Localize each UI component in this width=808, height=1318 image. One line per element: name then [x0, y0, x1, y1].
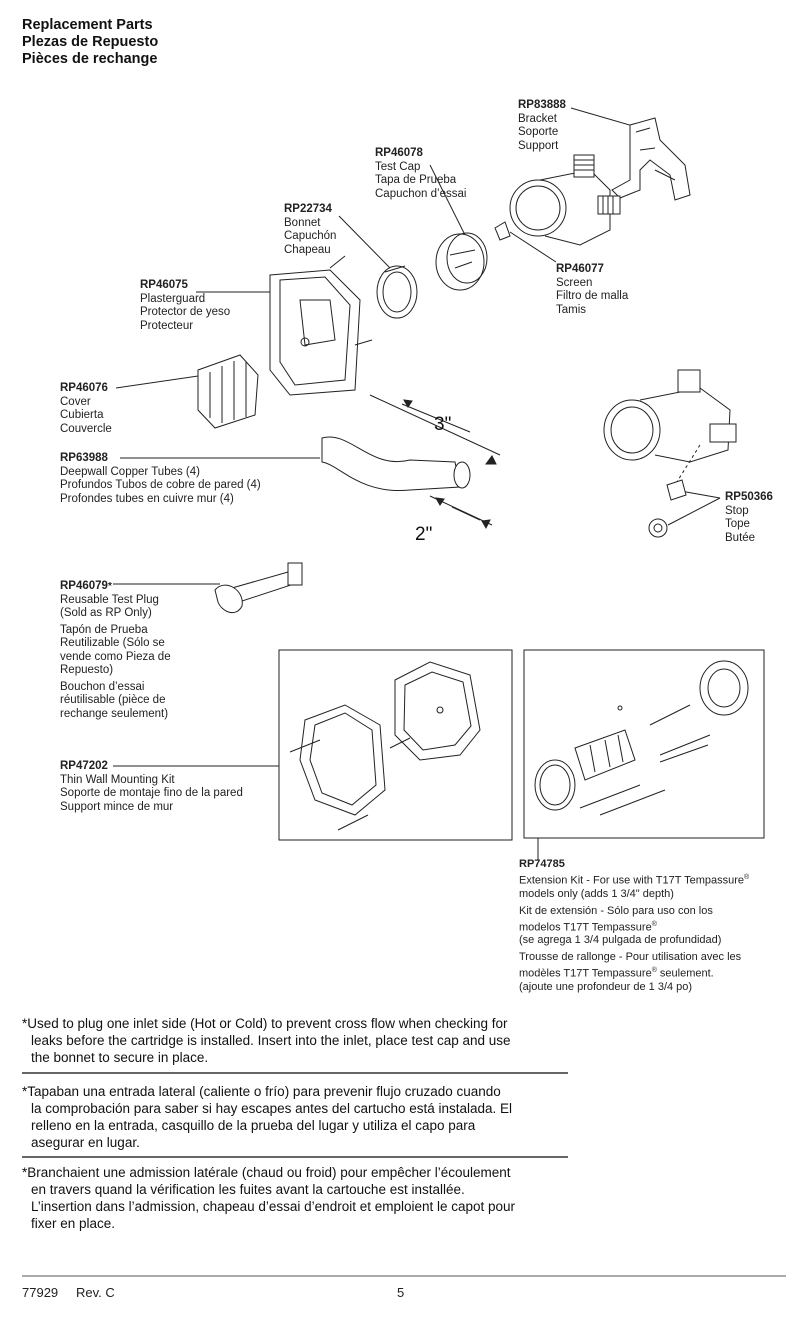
part-code: RP74785: [519, 858, 565, 870]
part-name-fr: Tamis: [556, 303, 587, 316]
registered-mark: ®: [651, 967, 657, 975]
part-name-fr-1: Trousse de rallonge - Pour utilisation avec les: [519, 951, 742, 964]
part-name-fr-2a: modèles T17T Tempassure: [519, 967, 652, 980]
part-name-es-4: Repuesto): [60, 664, 114, 676]
label-rp46079: [60, 580, 171, 721]
extension-kit-box: [524, 650, 764, 838]
footnote-line-2: leaks before the cartridge is installed. Insert into the inlet, place test cap and use: [31, 1033, 511, 1048]
footnote-line-1: Tapaban una entrada lateral (caliente o frío) para prevenir flujo cruzado cuando: [27, 1084, 501, 1099]
part-name-es: Filtro de malla: [556, 290, 629, 302]
part-name-en-2: models only (adds 1 3/4" depth): [519, 887, 674, 900]
footnote-french: [22, 1164, 577, 1232]
part-code: RP50366: [725, 491, 773, 503]
footnote-line-4: asegurar en lugar.: [31, 1135, 140, 1150]
part-name-fr: Support mince de mur: [60, 800, 174, 813]
part-name-es: Profundos Tubos de cobre de pared (4): [60, 479, 261, 491]
document-number: 77929: [22, 1285, 59, 1300]
part-name-es: Cubierta: [60, 409, 104, 421]
footnote-asterisk: *: [22, 1084, 28, 1099]
part-name-es-3: (se agrega 1 3/4 pulgada de profundidad): [519, 934, 722, 947]
part-name-es-2: modelos T17T Tempassure: [519, 921, 652, 934]
part-code: RP46078: [375, 147, 423, 159]
label-rp46077: [556, 263, 628, 317]
part-code: RP22734: [284, 203, 332, 215]
footnote-line-3: L’insertion dans l’admission, chapeau d’essai d’endroit et emploient le capot pour: [31, 1199, 516, 1214]
part-name-es: Tope: [725, 518, 750, 530]
part-name-en: Cover: [60, 395, 91, 408]
revision: Rev. C: [76, 1285, 115, 1300]
part-name-es: Tapa de Prueba: [375, 174, 457, 186]
test-plug-drawing: [215, 563, 302, 613]
part-name-es-1: Kit de extensión - Sólo para uso con los: [519, 904, 713, 917]
footnote-english: [22, 1015, 577, 1066]
page-number: 5: [397, 1285, 405, 1300]
label-rp63988: [60, 452, 261, 506]
label-rp47202: [60, 760, 243, 814]
title-english: Replacement Parts: [22, 17, 153, 33]
part-name-es: Protector de yeso: [140, 306, 231, 318]
footnote-line-3: relleno en la entrada, casquillo de la prueba del lugar y utiliza el capo para: [31, 1118, 476, 1133]
part-name-fr: Capuchon d’essai: [375, 187, 467, 200]
part-code: RP46076: [60, 382, 108, 394]
part-name-es-2: Reutilizable (Sólo se: [60, 637, 165, 649]
part-name-en: Bonnet: [284, 216, 321, 229]
title-spanish: Plezas de Repuesto: [22, 34, 159, 50]
footnote-asterisk: *: [22, 1165, 28, 1180]
part-code: RP83888: [518, 99, 566, 111]
dimension-2in: 2": [415, 524, 433, 545]
label-rp22734: [284, 203, 336, 257]
part-name-es-3: vende como Pieza de: [60, 650, 171, 663]
label-rp50366: [725, 491, 773, 545]
footnote-line-1: Branchaient une admission latérale (chaud ou froid) pour empêcher l’écoulement: [27, 1165, 511, 1180]
part-name-es: Soporte de montaje fino de la pared: [60, 787, 243, 799]
label-rp46078: [375, 147, 466, 201]
part-name-en-1: Reusable Test Plug: [60, 593, 159, 606]
footnote-line-1: Used to plug one inlet side (Hot or Cold) to prevent cross flow when checking for: [27, 1016, 508, 1031]
footnote-line-2: en travers quand la vérification les fuites avant la cartouche est installée.: [31, 1182, 465, 1197]
dimension-3in: 3": [434, 414, 452, 435]
valve-body-drawing: [510, 155, 620, 245]
part-name-en: Plasterguard: [140, 292, 206, 305]
footnote-line-2: la comprobación para saber si hay escapes antes del cartucho está instalada. El: [31, 1101, 513, 1116]
part-code: RP46075: [140, 279, 188, 291]
test-cap-drawing: [436, 233, 487, 290]
registered-mark: ®: [651, 920, 657, 928]
part-code: RP63988: [60, 452, 108, 464]
leader-rp22734: [339, 216, 392, 270]
part-name-fr-3: (ajoute une profondeur de 1 3/4 po): [519, 980, 693, 993]
part-name-en-1: Extension Kit - For use with T17T Tempassure: [519, 874, 744, 887]
part-name-fr-2: réutilisable (pièce de: [60, 694, 166, 706]
screen-drawing: [495, 222, 510, 240]
label-rp46076: [60, 382, 112, 436]
part-name-fr: Protecteur: [140, 319, 194, 332]
asterisk-mark: *: [107, 581, 112, 592]
footnote-line-4: fixer en place.: [31, 1216, 116, 1231]
footnote-line-3: the bonnet to secure in place.: [31, 1050, 209, 1065]
label-rp46075: [140, 279, 230, 333]
leader-rp46077: [510, 232, 556, 262]
part-name-fr-3: rechange seulement): [60, 707, 169, 720]
label-rp74785: [519, 858, 749, 994]
part-name-fr: Chapeau: [284, 243, 331, 256]
copper-tube-drawing: [322, 395, 500, 528]
part-name-en: Bracket: [518, 112, 557, 125]
part-name-fr: Profondes tubes en cuivre mur (4): [60, 492, 234, 505]
part-name-es-1: Tapón de Prueba: [60, 623, 148, 636]
leader-rp46076: [116, 375, 205, 388]
label-rp83888: [518, 99, 566, 153]
registered-mark: ®: [744, 874, 750, 881]
part-name-fr-1: Bouchon d’essai: [60, 680, 145, 693]
part-name-en: Deepwall Copper Tubes (4): [60, 465, 200, 478]
part-code: RP46077: [556, 263, 604, 275]
part-code: RP46079: [60, 580, 108, 592]
part-name-fr: Butée: [725, 531, 756, 544]
leader-rp50366-b: [668, 498, 720, 525]
part-name-en: Stop: [725, 504, 749, 517]
part-name-fr: Couvercle: [60, 422, 112, 435]
part-name-es: Capuchón: [284, 230, 337, 242]
footnote-asterisk: *: [22, 1016, 28, 1031]
plasterguard-drawing: [270, 256, 372, 395]
part-name-fr-2b: seulement.: [656, 967, 714, 980]
part-name-fr: Support: [518, 139, 559, 152]
part-name-en: Screen: [556, 276, 593, 289]
bonnet-drawing: [377, 266, 417, 318]
cover-drawing: [198, 355, 258, 428]
part-name-en: Thin Wall Mounting Kit: [60, 773, 175, 786]
part-name-en-2: (Sold as RP Only): [60, 607, 152, 619]
bracket-drawing: [612, 118, 690, 200]
part-name-es: Soporte: [518, 126, 559, 138]
part-name-en: Test Cap: [375, 160, 421, 173]
part-code: RP47202: [60, 760, 108, 772]
valve-stop-drawing: [604, 370, 736, 537]
title-french: Pièces de rechange: [22, 51, 158, 67]
footnote-spanish: [22, 1083, 577, 1151]
